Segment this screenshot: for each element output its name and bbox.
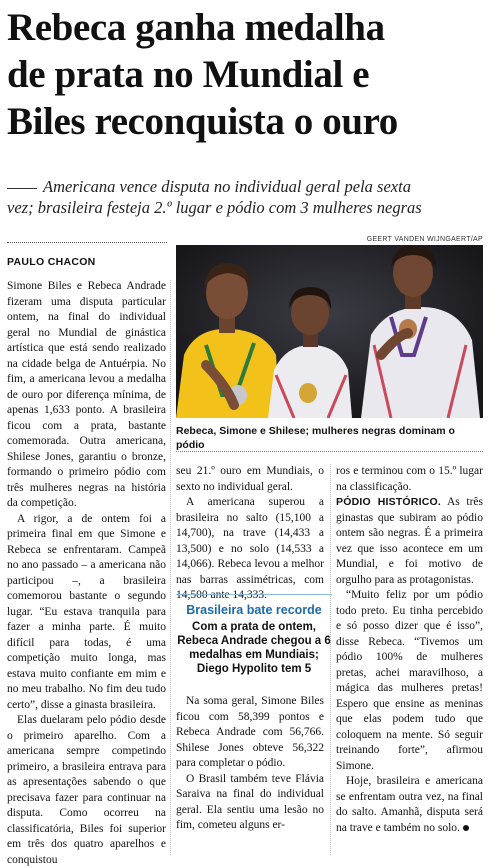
subheadline-line-2: vez; brasileira festeja 2.º lugar e pódio com 3 mulheres negras: [7, 198, 422, 217]
paragraph: “Muito feliz por um pódio todo preto. Eu tinha percebido e só posso dizer que é isso”, disse Rebeca. “Tivemos um pódio 100% de mulheres pretas, achei maravilhoso, a mágica das mulheres pretas! Espero que ensine as meninas que elas podem tudo que coloquem na mente. Só seguir treinando forte”, afirmou Simone.: [336, 589, 483, 772]
article-column-2-continued: [176, 694, 324, 834]
photo-credit: GEERT VANDEN WIJNGAERT/AP: [366, 236, 483, 243]
paragraph-with-subhead: [336, 495, 483, 588]
paragraph-text: Hoje, brasileira e americana se enfrentam outra vez, na final do salto. Amanhã, disputa será na trave e também no solo.: [336, 775, 483, 834]
pull-quote-box: [176, 594, 332, 676]
paragraph: Elas duelaram pelo pódio desde o primeiro aparelho. Com a americana sempre competindo primeiro, a brasileira entrava para as apresentações sabendo o que precisava fazer para continuar na disputa. Como ocorreu na classificatória, Biles foi superior em três dos quatro aparelhos e conquistou: [7, 714, 166, 866]
section-subhead: PÓDIO HISTÓRICO.: [336, 496, 441, 508]
dek-dash-rule: [7, 188, 37, 189]
pull-quote-text: Com a prata de ontem, Rebeca Andrade chegou a 6 medalhas em Mundiais; Diego Hypolito tem 5: [177, 621, 331, 675]
paragraph: O Brasil também teve Flávia Saraiva na final do individual geral. Ela sentiu uma lesão no fim, cometeu alguns er-: [176, 772, 324, 831]
podium-photo: [176, 245, 483, 418]
paragraph: ros e terminou com o 15.º lugar na classificação.: [336, 465, 483, 493]
paragraph-text: As três ginastas que subiram ao pódio ontem são negras. É a primeira vez que isso acontece em um Mundial, e foi motivo de orgulho para as protagonistas.: [336, 496, 483, 586]
headline-line-1: Rebeca ganha medalha: [7, 6, 385, 49]
article-column-3: [336, 464, 483, 836]
paragraph: A americana superou a brasileira no salto (15,100 a 14,700), na trave (14,433 a 13,500) e no solo (14,533 a 14,066). Rebeca levou a melhor nas barras assimétricas, com 14,500 ante 14,333.: [176, 496, 324, 601]
byline: PAULO CHACON: [7, 256, 96, 268]
headline: [7, 4, 485, 145]
pull-quote-title: Brasileira bate recorde: [186, 603, 322, 617]
column-separator: [170, 280, 171, 855]
subheadline-text-1: Americana vence disputa no individual geral pela sexta: [43, 177, 411, 196]
photo-caption: Rebeca, Simone e Shilese; mulheres negras dominam o pódio: [176, 425, 455, 451]
caption-rule: [176, 451, 483, 452]
end-of-article-icon: [463, 825, 469, 831]
article-column-1: [7, 279, 166, 868]
subheadline: [7, 176, 485, 218]
headline-line-2: de prata no Mundial e: [7, 53, 370, 96]
podium-illustration: [176, 245, 483, 418]
paragraph: Na soma geral, Simone Biles ficou com 58,399 pontos e Rebeca Andrade com 56,766. Shilese Jones obteve 56,322 para completar o pódio.: [176, 695, 324, 769]
byline-rule: [7, 242, 167, 243]
paragraph: A rigor, a de ontem foi a primeira final em que Simone e Rebeca se enfrentaram. Campeã no ano passado – a americana não participou –, a brasileira comemorou bastante o segundo lugar. “Eu estava tranquila para fazer a minha parte. É muito difícil para todas, é uma competição muito longa, mas estava muito confiante em mim e no meu trabalho. No fim deu tudo certo”, disse a ginasta brasileira.: [7, 512, 166, 711]
article-column-2: [176, 464, 324, 604]
subheadline-line-1: [7, 176, 485, 197]
paragraph: Simone Biles e Rebeca Andrade fizeram uma disputa particular ontem, na final do individual geral no Mundial de ginástica artística que está sendo realizado na cidade belga de Antuérpia. No fim, a americana levou a medalha de ouro por diferença mínima, de apenas 1,633 ponto. A brasileira ficou com a prata, bastante comemorada. Outra americana, Shilese Jones, garantiu o bronze, formando o primeiro pódio com três mulheres negras na história da competição.: [7, 280, 166, 509]
paragraph: seu 21.º ouro em Mundiais, o sexto no individual geral.: [176, 465, 324, 493]
headline-line-3: Biles reconquista o ouro: [7, 100, 398, 143]
paragraph-final: [336, 774, 483, 836]
